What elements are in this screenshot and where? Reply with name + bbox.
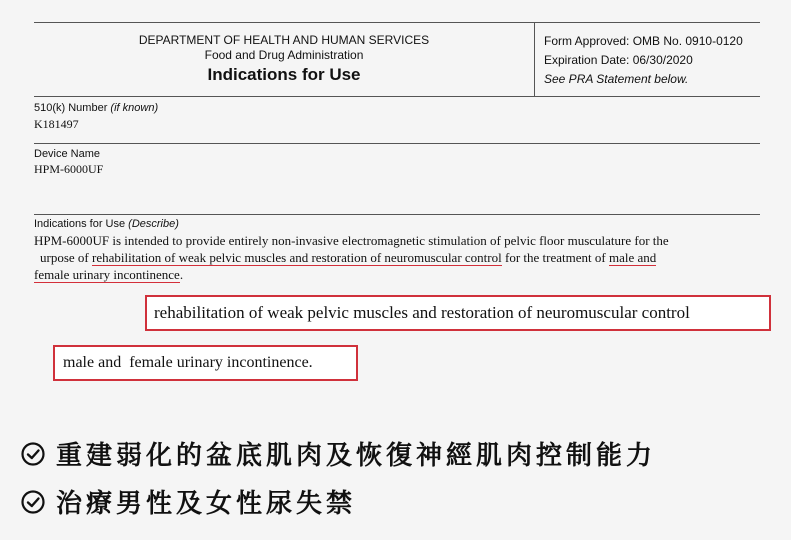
indications-line-1	[34, 232, 669, 249]
indications-highlight-2a: male and	[608, 250, 657, 265]
expiration-date: Expiration Date: 06/30/2020	[544, 53, 693, 67]
header-top-rule	[34, 22, 760, 23]
form-approved: Form Approved: OMB No. 0910-0120	[544, 34, 743, 48]
callout-incontinence	[53, 345, 358, 381]
k510-label-text: 510(k) Number	[34, 102, 108, 114]
k510-label	[34, 102, 158, 114]
callout-incontinence-text: male and female urinary incontinence.	[63, 354, 313, 371]
callout-rehabilitation-text: rehabilitation of weak pelvic muscles and restoration of neuromuscular control	[154, 303, 690, 322]
bullet-rehabilitation	[20, 435, 656, 472]
indications-part4: .	[179, 267, 184, 282]
check-circle-icon	[20, 441, 46, 467]
pra-statement: See PRA Statement below.	[544, 72, 689, 86]
bullet-rehabilitation-text: 重建弱化的盆底肌肉及恢復神經肌肉控制能力	[56, 441, 657, 471]
header-bottom-rule	[34, 96, 760, 97]
form-title: Indications for Use	[207, 65, 361, 84]
indications-highlight-2b: female urinary incontinence	[34, 267, 180, 282]
bullet-incontinence	[20, 483, 356, 520]
header-divider	[534, 22, 535, 96]
device-value: HPM-6000UF	[34, 162, 104, 176]
k510-rule	[34, 143, 760, 144]
indications-label	[34, 218, 179, 230]
indications-label-suffix: (Describe)	[128, 218, 179, 230]
indications-highlight-1: rehabilitation of weak pelvic muscles and restoration of neuromuscular control	[92, 250, 502, 265]
agency-name: Food and Drug Administration	[204, 48, 364, 62]
indications-label-text: Indications for Use	[34, 218, 126, 230]
indications-part2: urpose of	[40, 250, 92, 265]
indications-line-2	[40, 249, 656, 266]
device-rule	[34, 214, 760, 215]
indications-line-3	[34, 266, 183, 283]
k510-label-suffix: (if known)	[110, 102, 159, 114]
department-name: DEPARTMENT OF HEALTH AND HUMAN SERVICES	[138, 33, 430, 47]
indications-part3: for the treatment of	[501, 250, 609, 265]
callout-rehabilitation	[145, 295, 771, 331]
check-circle-icon	[20, 489, 46, 515]
indications-part1: HPM-6000UF is intended to provide entirely non-invasive electromagnetic stimulation of pelvic floor musculature for the	[34, 233, 669, 248]
bullet-incontinence-text: 治療男性及女性尿失禁	[56, 489, 357, 519]
k510-value: K181497	[34, 117, 79, 131]
device-label: Device Name	[34, 148, 101, 160]
